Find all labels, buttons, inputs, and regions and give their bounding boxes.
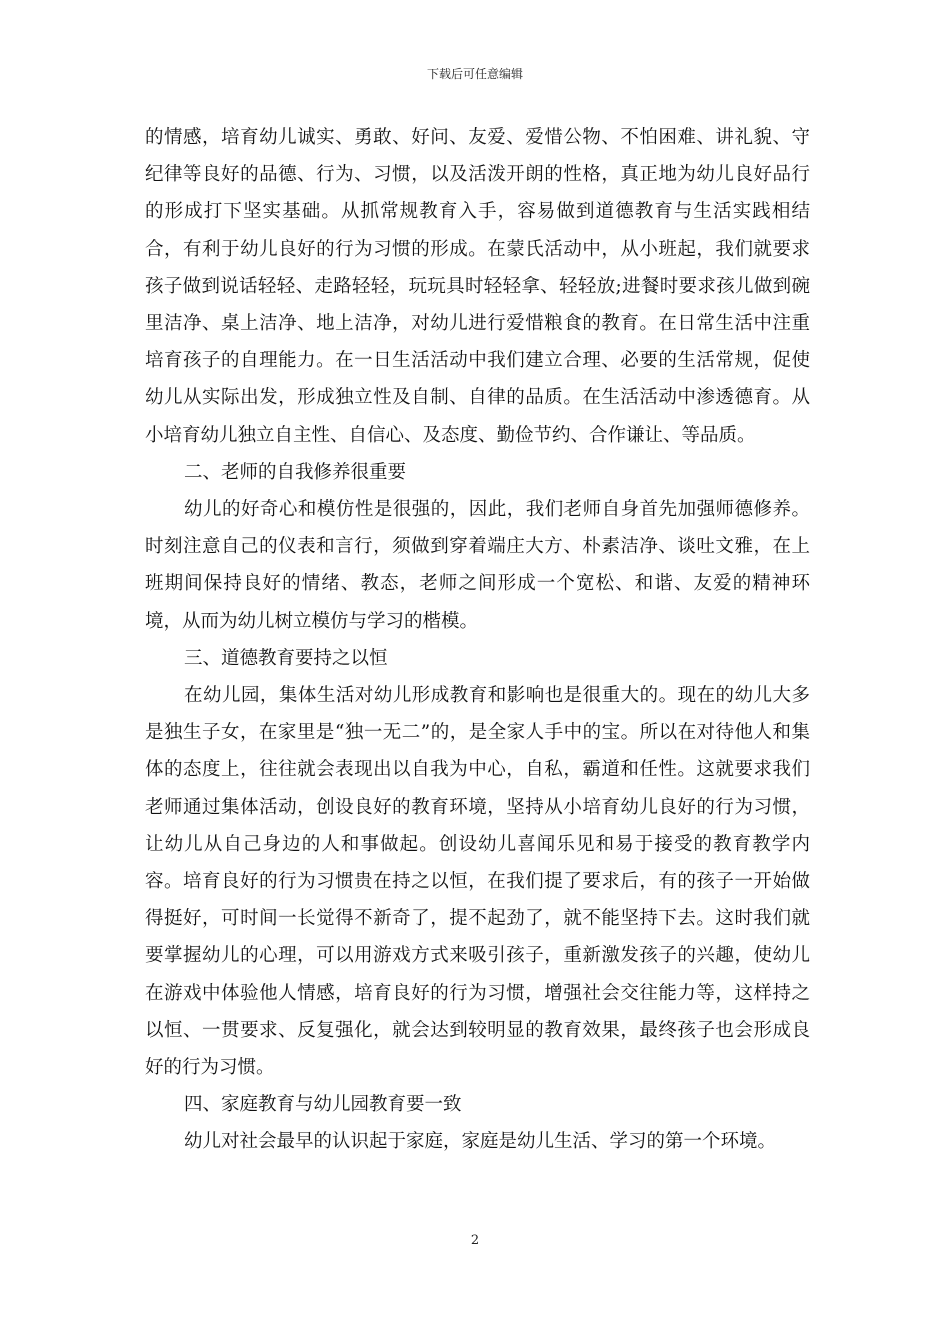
section-heading: 四、家庭教育与幼儿园教育要一致: [184, 1094, 462, 1116]
body-paragraph: 幼儿的好奇心和模仿性是很强的，因此，我们老师自身首先加强师德修养。时刻注意自己的仪表和言行，须做到穿着端庄大方、朴素洁净、谈吐文雅，在上班期间保持良好的情绪、教态，老师之间形成一个宽松、和谐、友爱的精神环境，从而为幼儿树立模仿与学习的楷模。: [145, 499, 810, 632]
section-heading: 二、老师的自我修养很重要: [184, 461, 407, 483]
page-number: 2: [470, 1233, 480, 1248]
document-body: [145, 119, 810, 1161]
body-paragraph: 在幼儿园，集体生活对幼儿形成教育和影响也是很重大的。现在的幼儿大多是独生子女，在家里是“独一无二”的，是全家人手中的宝。所以在对待他人和集体的态度上，往往就会表现出以自我为中心，自私，霸道和任性。这就要求我们老师通过集体活动，创设良好的教育环境，坚持从小培育幼儿良好的行为习惯，让幼儿从自己身边的人和事做起。创设幼儿喜闻乐见和易于接受的教育教学内容。培育良好的行为习惯贵在持之以恒，在我们提了要求后，有的孩子一开始做得挺好，可时间一长觉得不新奇了，提不起劲了，就不能坚持下去。这时我们就要掌握幼儿的心理，可以用游戏方式来吸引孩子，重新激发孩子的兴趣，使幼儿在游戏中体验他人情感，培育良好的行为习惯，增强社会交往能力等，这样持之以恒、一贯要求、反复强化，就会达到较明显的教育效果，最终孩子也会形成良好的行为习惯。: [145, 685, 810, 1079]
body-paragraph: 的情感，培育幼儿诚实、勇敢、好问、友爱、爱惜公物、不怕困难、讲礼貌、守纪律等良好的品德、行为、习惯，以及活泼开朗的性格，真正地为幼儿良好品行的形成打下坚实基础。从抓常规教育入手，容易做到道德教育与生活实践相结合，有利于幼儿良好的行为习惯的形成。在蒙氏活动中，从小班起，我们就要求孩子做到说话轻轻、走路轻轻，玩玩具时轻轻拿、轻轻放;进餐时要求孩儿做到碗里洁净、桌上洁净、地上洁净，对幼儿进行爱惜粮食的教育。在日常生活中注重培育孩子的自理能力。在一日生活活动中我们建立合理、必要的生活常规，促使幼儿从实际出发，形成独立性及自制、自律的品质。在生活活动中渗透德育。从小培育幼儿独立自主性、自信心、及态度、勤俭节约、合作谦让、等品质。: [145, 127, 810, 446]
section-heading: 三、道德教育要持之以恒: [184, 647, 388, 669]
body-paragraph: 幼儿对社会最早的认识起于家庭，家庭是幼儿生活、学习的第一个环境。: [184, 1131, 777, 1153]
page-header: 下载后可任意编辑: [426, 67, 523, 81]
